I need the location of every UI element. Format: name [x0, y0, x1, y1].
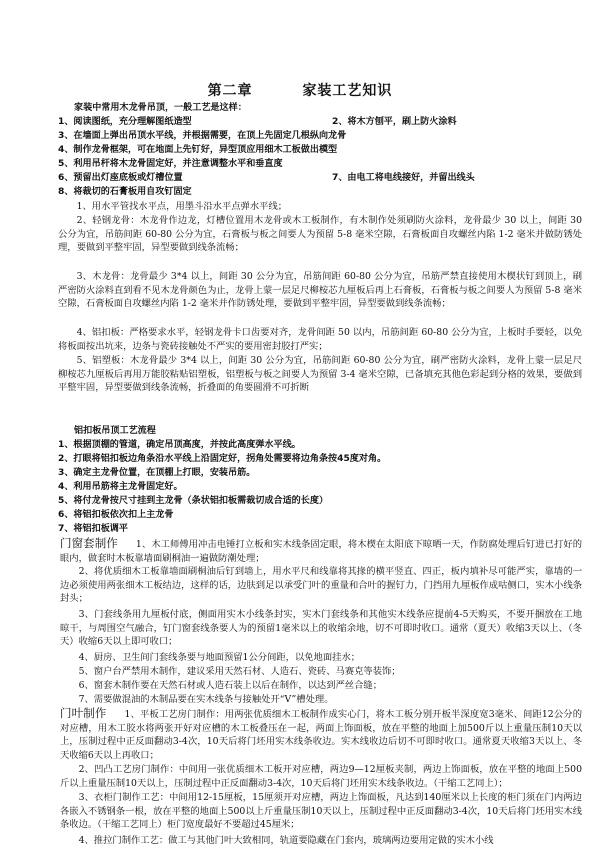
door-cover-item-4: 4、厨房、卫生间门套线条要与地面预留1公分间距，以免地面挂水；: [78, 652, 361, 663]
door-leaf-item-3: 3、衣柜门制作工艺：中间用12-15厘板，15厘须开对应槽，两边上饰面板，凡达到140厘米以上长度的柜门须在门内两边各嵌入不锈钢条一根，放在平整的地面上500以上斤重量压制10天以上，压制过程中正反面翻动3-4次，10天后将门坯用实木线条收边。（干缩工艺同上）柜门宽度最好不要超过45厘米；: [60, 792, 582, 831]
door-cover-item-2: 2、将优质细木工板靠墙面刷桐油后钉到墙上，用水平尺和线靠将其掾的横平竖直、四正，板内填补尽可能严实，靠墙的一边必须使用两张细木工板结边，这样的话，边肤到足以承受门叶的重量和合叶的握钉力，门挡用九厘板作成咕侧口，实木小线条封头；: [60, 566, 582, 605]
para-1: 1、用水平管找水平点，用墨斗沿水平点弹水平线；: [76, 201, 288, 212]
door-cover-item-5: 5、窗户台严禁用木制作，建议采用天然石材、人造石、瓷砖、马赛克等装饰；: [78, 666, 401, 677]
door-leaf-heading: 门叶制作: [60, 706, 107, 720]
step-5: 5、利用吊杆将木龙骨固定好，并注意调整水平和垂直度: [58, 159, 283, 169]
door-cover-item-7: 7、需要做混油的木制品要在实木线条与接触处开“V”槽处理。: [78, 694, 334, 705]
door-cover-item-1: 门窗套制作 1、木工师傅用冲击电锤打立板和实木线条固定眼，将木楔在太阳底下晾晒一天，作防腐处理后钉进已打好的眼内，做套时木板靠墙面刷桐油一遍做防潮处理；: [60, 536, 583, 564]
subsection-title: 铝扣板吊顶工艺流程: [74, 426, 156, 436]
door-cover-item-3: 3、门套线条用九厘板付底，侧面用实木小线条封实，实木门套线条和其他实木线条应提前4-5天购买，不要开捆放在工地晾干，与周围空气融合，钉门窗套线条要人为的预留1毫米以上的收缩余地，切不可即时收口。通常（夏天）收缩3天以上、（冬天）收缩6天以上即可收口；: [60, 609, 582, 648]
step-7: 7、由电工将电线接好，并留出线头: [332, 173, 475, 183]
chapter-number: 第二章: [207, 83, 253, 99]
intro-line: 家装中常用木龙骨吊顶，一般工艺是这样：: [74, 103, 247, 113]
step-8: 8、将裁切的石膏板用自攻钉固定: [58, 187, 192, 197]
flow-step-7: 7、将铝扣板调平: [58, 524, 128, 534]
step-4: 4、制作龙骨框架，可在地面上先钉好，异型顶应用细木工板做出模型: [58, 145, 338, 155]
door-cover-heading: 门窗套制作: [60, 536, 118, 550]
chapter-name: 家装工艺知识: [302, 83, 393, 99]
flow-step-4: 4、利用吊筋将主龙骨固定好。: [58, 482, 183, 492]
flow-step-1: 1、根据顶棚的管道，确定吊顶高度，并按此高度弹水平线。: [58, 440, 301, 450]
page-title: [0, 80, 600, 100]
para-2: 2、轻钢龙骨：木龙骨作边龙，灯槽位置用木龙骨或木工板制作，有木制作处须刷防火涂料，龙骨最少 30 以上，间距 30 公分为宜，吊筋间距 60-80 公分为宜，石膏板与板之间要人为预留 5-8 毫米空隙，石膏板面自攻螺丝内陷 1-2 毫米并做防锈处理，要做到平整牢固，异型要做到线条流畅；: [58, 215, 582, 254]
step-2: 2、将木方刨平，刷上防火涂料: [332, 117, 457, 127]
para-3: 3、木龙骨：龙骨最少 3*4 以上，间距 30 公分为宜，吊筋间距 60-80 公分为宜，吊筋严禁直接使用木楔状钉到顶上，刷严密防火涂料直到看不见木龙骨颜色为止，龙骨上蒙一层足尺柳桉芯九厘板后再上石膏板，石膏板与板之间要人为预留 5-8 毫米空隙，石膏板面自攻螺丝内陷 1-2 毫米并作防锈处理，要做到平整牢固，异型要做到线条流畅；: [58, 271, 582, 310]
door-leaf-item-1: 门叶制作 1、平板工艺房门制作：用两张优质细木工板制作成实心门，将木工板分别开板半深度宽3毫米、间距12公分的对应槽，用木工胶水将两张开好对应槽的木工板叠压在一起，两面上饰面板，放在平整的地面上加500斤以上重量压制10天以上，压制过程中正反面翻动3-4次，10天后将门坯用实木线条收边。实木线收边后切不可即时收口。通常夏天收缩3天以上、冬天收缩6天以上再收口；: [60, 706, 582, 761]
flow-step-2: 2、打眼将铝扣板边角条沿水平线上沿固定好，拐角处需要将边角条按45度对角。: [58, 454, 387, 464]
door-leaf-item-4: 4、推拉门制作工艺：做工与其他门叶大致相同，轨道要隐藏在门套内，玻璃两边要用定做的实木小线: [78, 835, 494, 846]
door-cover-item-6: 6、窗套木制作要在天然石材或人造石装上以后在制作，以达到严丝合缝；: [78, 680, 383, 691]
flow-step-6: 6、将铝扣板依次扣上主龙骨: [58, 510, 174, 520]
flow-step-3: 3、确定主龙骨位置，在顶棚上打眼，安装吊筋。: [58, 468, 256, 478]
flow-step-5: 5、将付龙骨按尺寸挂到主龙骨（条状铝扣板需裁切成合适的长度）: [58, 496, 329, 506]
para-5: 5、铝塑板：木龙骨最少 3*4 以上，间距 30 公分为宜，吊筋间距 60-80 公分为宜，刷严密防火涂料，龙骨上蒙一层足尺柳桉芯九厘板后再用万能胶粘贴铝塑板，铝塑板与板之间要人为预留 3-4 毫米空隙，已备填充其他色彩起到分格的效果，要做到平整牢固，异型要做到线条流畅，折叠面的角要圆滑不可折断: [58, 355, 582, 394]
step-1: 1、阅读图纸，充分理解图纸造型: [58, 117, 192, 127]
step-3: 3、在墙面上弹出吊顶水平线，并根据需要，在顶上先固定几根纵向龙骨: [58, 131, 347, 141]
step-6: 6、预留出灯座底板或灯槽位置: [58, 173, 183, 183]
door-leaf-item-2: 2、凹凸工艺房门制作：中间用一张优质细木工板开对应槽，两边9—12厘板夹制，两边上饰面板，放在平整的地面上500斤以上重量压制10天以上，压制过程中正反面翻动3-4次，10天后将门坯用实木线条收边。（干缩工艺同上）；: [60, 764, 582, 789]
para-4: 4、铝扣板：严格要求水平，轻钢龙骨卡口齿要对齐，龙骨间距 50 以内，吊筋间距 60-80 公分为宜，上板时手要轻，以免将板面按出坑来，边条与瓷砖接触处不严实的要用密封胶打严实；: [58, 327, 582, 352]
